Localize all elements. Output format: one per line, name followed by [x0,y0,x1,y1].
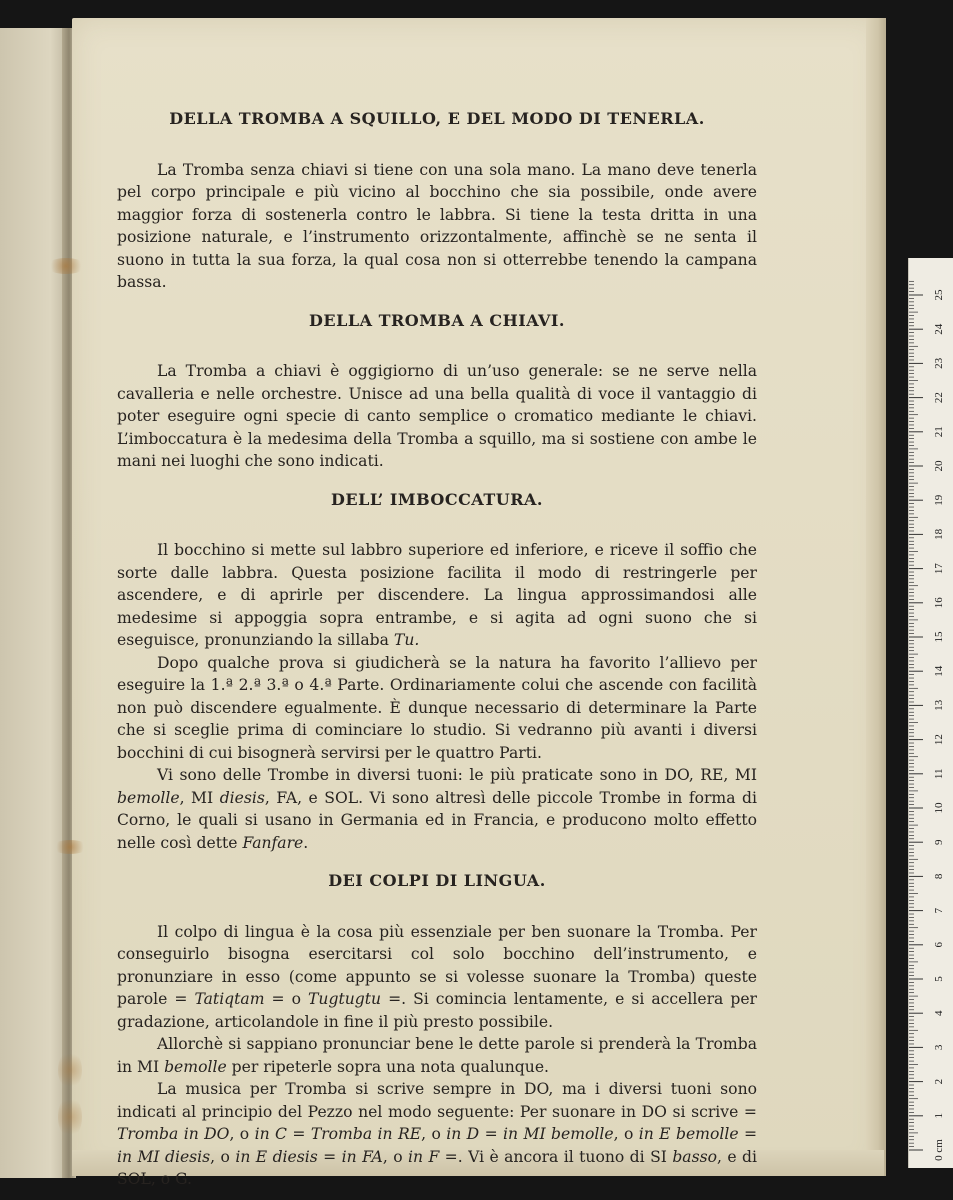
ruler-scale [909,258,953,1168]
italic-text: = Tromba in DO [117,1102,757,1143]
paragraph: La Tromba senza chiavi si tiene con una sola mano. La mano deve tenerla pel corpo principale e più vicino al bocchino che sia possibile, onde avere maggior forza di sostenerla contro le labbra. Si tiene la testa dritta in una posizione naturale, e l’instrumento orizzontalmente, affinchè se ne senta il suono in tutta la sua forza, la qual cosa non si otterrebbe tenendo la campana bassa. [117,160,757,291]
ruler-number: 23 [933,357,945,369]
ruler-number: 2 [933,1078,945,1085]
ruler-number: 11 [933,768,945,780]
ruler-number: 6 [933,942,945,948]
ruler-number: 15 [933,631,945,643]
ruler-number: 20 [933,460,945,472]
section-heading: DELL’ IMBOCCATURA. [331,489,543,509]
ruler-number: 4 [933,1010,945,1016]
binding-thread-stain [52,840,88,854]
ruler-unit-label: 0 cm [933,1139,945,1161]
ruler-number: 24 [933,323,945,335]
ruler-number: 5 [933,976,945,982]
page-text [117,108,757,1191]
paragraph: La Tromba a chiavi è oggigiorno di un’uso generale: se ne serve nella cavalleria e nelle orchestre. Unisce ad una bella qualità di voce il vantaggio di poter eseguire ogni specie di canto semplice o cromatico mediante le chiavi. L’imboccatura è la medesima della Tromba a squillo, ma si sostiene con ambe le mani nei luoghi che sono indicati. [117,362,757,470]
ruler-number: 10 [933,802,945,814]
measuring-ruler [908,258,953,1168]
binding-thread-stain [46,258,86,274]
ruler-number: 19 [933,494,945,506]
ruler-number: 18 [933,528,945,540]
ruler-number: 17 [933,563,945,575]
ruler-number: 25 [933,289,945,301]
italic-text: Tugtugtu [308,990,382,1008]
paragraph: Dopo qualche prova si giudicherà se la natura ha favorito l’allievo per eseguire la 1.ª 2.ª 3.ª o 4.ª Parte. Ordinariamente colui che ascende con facilità non può discendere egualmente. È dunque necessario di determinare la Parte che si sceglie prima di cominciare lo studio. Si vedranno più avanti i diversi bocchini di cui bisognerà servirsi per le quattro Parti. [117,653,757,762]
italic-text: bemolle [117,788,180,807]
italic-text: basso [672,1147,718,1166]
italic-text: bemolle [164,1057,227,1076]
section-spacer [117,294,757,310]
section-heading: DELLA TROMBA A CHIAVI. [309,310,565,330]
ruler-number: 1 [933,1113,945,1119]
ruler-number: 16 [933,597,945,609]
italic-text: Fanfare [242,833,304,852]
ruler-number: 14 [933,665,945,677]
ruler-number: 22 [933,392,945,404]
ruler-number: 21 [933,426,945,438]
italic-text: in D = in MI bemolle [446,1125,614,1143]
italic-text: in E diesis = in FA [235,1147,383,1166]
ruler-number: 13 [933,699,945,711]
section-heading: DELLA TROMBA A SQUILLO, E DEL MODO DI TENERLA. [169,109,705,128]
ruler-number: 9 [933,839,945,845]
italic-text: diesis [219,788,265,807]
paragraph: Il colpo di lingua è la cosa più essenziale per ben suonare la Tromba. Per conseguirlo bisogna esercitarsi col solo bocchino dell’instrumento, e pronunziare in esso (come appunto se si volesse suonare la Tromba) queste parole = Tatiqtam = o Tugtugtu =. Si comincia lentamente, e si accellera per gradazione, articolandole in fine il più presto possibile. [117,922,757,1031]
foxing-spot [58,1050,82,1090]
foxing-spot [58,1095,82,1139]
ruler-number: 12 [933,734,945,746]
section-spacer [117,473,757,489]
section-spacer [117,854,757,870]
section-heading: DEI COLPI DI LINGUA. [328,871,546,890]
ruler-number: 7 [933,907,945,914]
heading-spacer [117,893,757,921]
heading-spacer [117,511,757,539]
paragraph: Allorchè si sappiano pronunciar bene le dette parole si prenderà la Tromba in MI bemolle per ripeterle sopra una nota qualunque. [117,1035,757,1076]
heading-spacer [117,131,757,159]
paragraph: La musica per Tromba si scrive sempre in DO, ma i diversi tuoni sono indicati al principio del Pezzo nel modo seguente: Per suonare in DO si scrive = Tromba in DO, o in C = Tromba in RE, o in D = in MI bemolle, o in E bemolle = in MI diesis, o in E diesis = in FA, o in F =. Vi è ancora il tuono di SI basso, e di SOL, o G. [117,1080,758,1188]
italic-text: Tu. [393,631,420,649]
paragraph: Il bocchino si mette sul labbro superiore ed inferiore, e riceve il soffio che sorte dalle labbra. Questa posizione facilita il modo di restringerle per ascendere, e di aprirle per discendere. La lingua approssimandosi alle medesime si appoggia sopra entrambe, e si agita ad ogni suono che si eseguisce, pronunziando la sillaba Tu. [117,541,757,649]
italic-text: in C = Tromba in RE [254,1125,422,1143]
heading-spacer [117,332,757,360]
italic-text: in E bemolle = in MI diesis [117,1125,758,1166]
ruler-number: 8 [933,873,945,880]
ruler-number: 3 [933,1044,945,1051]
paragraph: Vi sono delle Trombe in diversi tuoni: le più praticate sono in DO, RE, MI bemolle, MI diesis, FA, e SOL. Vi sono altresì delle piccole Trombe in forma di Corno, le quali si usano in Germania ed in Francia, e producono molto effetto nelle così dette Fanfare. [117,766,757,852]
italic-text: Tatiqtam [194,990,265,1008]
page-fore-edge [866,18,886,1176]
italic-text: in F = [408,1147,458,1166]
